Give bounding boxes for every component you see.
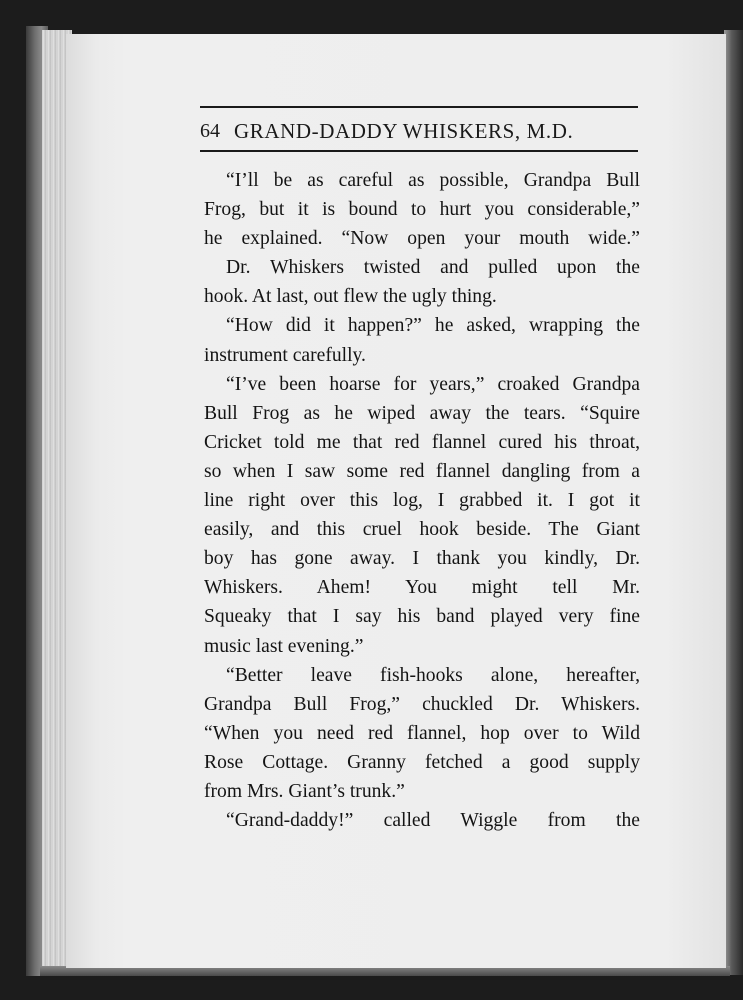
text-line: boy has gone away. I thank you kindly, Dr. bbox=[204, 548, 640, 570]
body-text bbox=[204, 166, 640, 835]
text-line: Frog, but it is bound to hurt you considerable,” bbox=[204, 199, 640, 221]
text-line: Dr. Whiskers twisted and pulled upon the bbox=[226, 257, 640, 279]
text-line: Cricket told me that red flannel cured his throat, bbox=[204, 431, 640, 453]
text-line: “I’ll be as careful as possible, Grandpa Bull bbox=[226, 170, 640, 191]
text-line: “Grand-daddy!” called Wiggle from the bbox=[226, 810, 640, 832]
text-line: so when I saw some red flannel dangling from a bbox=[204, 460, 640, 482]
text-line: Rose Cottage. Granny fetched a good supply bbox=[204, 751, 640, 773]
text-line: “Better leave fish-hooks alone, hereafter, bbox=[226, 664, 640, 686]
text-line: hook. At last, out flew the ugly thing. bbox=[204, 286, 497, 308]
text-line: easily, and this cruel hook beside. The Giant bbox=[204, 519, 640, 541]
text-line: instrument carefully. bbox=[204, 344, 366, 366]
text-line: “When you need red flannel, hop over to Wild bbox=[204, 722, 640, 744]
text-line: Bull Frog as he wiped away the tears. “Squire bbox=[204, 402, 640, 424]
text-line: Squeaky that I say his band played very fine bbox=[204, 606, 640, 628]
header-rule-top bbox=[200, 106, 638, 108]
text-line: Grandpa Bull Frog,” chuckled Dr. Whiskers. bbox=[204, 693, 640, 715]
text-line: “How did it happen?” he asked, wrapping the bbox=[226, 315, 640, 337]
text-line: “I’ve been hoarse for years,” croaked Grandpa bbox=[226, 373, 640, 395]
running-head bbox=[200, 116, 638, 146]
page-number: 64 bbox=[200, 119, 220, 142]
text-line: from Mrs. Giant’s trunk.” bbox=[204, 780, 405, 802]
running-title: GRAND-DADDY WHISKERS, M.D. bbox=[234, 118, 574, 143]
header-rule-bottom bbox=[200, 150, 638, 152]
text-line: Whiskers. Ahem! You might tell Mr. bbox=[204, 577, 640, 599]
text-line: he explained. “Now open your mouth wide.” bbox=[204, 228, 640, 250]
right-page-edge bbox=[724, 30, 743, 975]
text-line: line right over this log, I grabbed it. I got it bbox=[204, 490, 640, 512]
text-line: music last evening.” bbox=[204, 635, 364, 657]
